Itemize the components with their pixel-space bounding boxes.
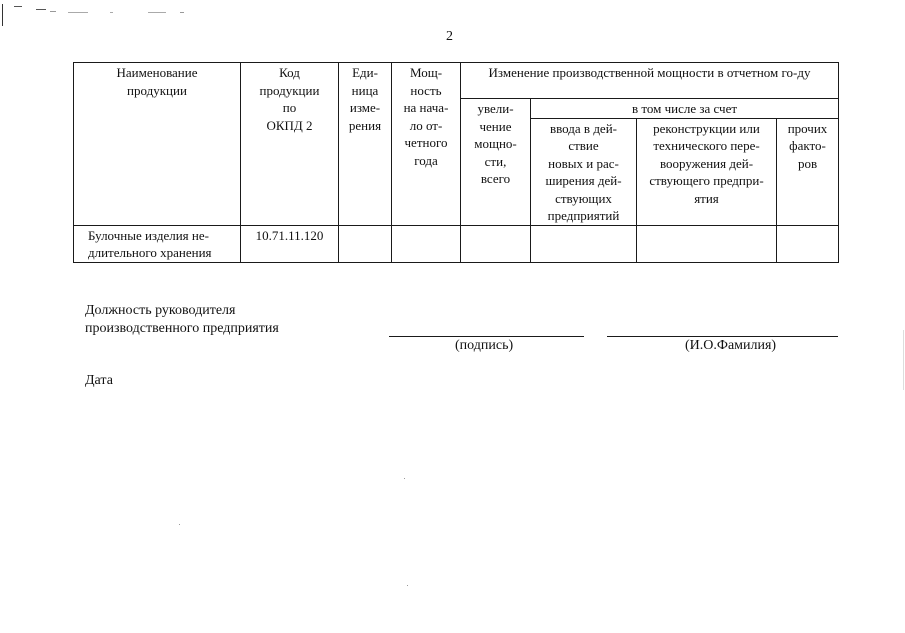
header-line: ность bbox=[410, 82, 442, 98]
header-line: Код bbox=[279, 65, 300, 80]
cell-reconstruction[interactable] bbox=[637, 225, 777, 262]
cell-line: Булочные изделия не- bbox=[88, 227, 209, 243]
header-line: четного bbox=[404, 135, 448, 150]
header-line: ствующего предпри- bbox=[649, 173, 764, 188]
header-line: всего bbox=[480, 171, 511, 186]
header-line: продукции bbox=[259, 82, 320, 98]
header-line: ствующих bbox=[555, 190, 612, 206]
scan-dot bbox=[903, 330, 904, 390]
cell-commissioning[interactable] bbox=[531, 225, 637, 262]
page-number: 2 bbox=[446, 29, 453, 44]
scan-artifact bbox=[148, 12, 166, 13]
header-increase-total bbox=[461, 99, 531, 226]
scan-artifact bbox=[36, 9, 46, 10]
cell-line: длительного хранения bbox=[88, 245, 212, 260]
name-line[interactable] bbox=[607, 336, 838, 337]
header-line: технического пере- bbox=[653, 138, 760, 153]
header-unit bbox=[339, 63, 392, 226]
header-product-code bbox=[241, 63, 339, 226]
name-caption: (И.О.Фамилия) bbox=[685, 338, 777, 353]
header-line: прочих bbox=[787, 120, 828, 136]
scan-artifact-edge bbox=[2, 4, 3, 26]
header-line: новых и рас- bbox=[548, 155, 619, 171]
header-line: Еди- bbox=[352, 65, 378, 80]
header-line: чение bbox=[479, 118, 512, 134]
header-line: сти, bbox=[484, 153, 507, 169]
header-line: ввода в дей- bbox=[549, 120, 617, 136]
header-line: реконструкции или bbox=[653, 120, 760, 136]
header-line: рения bbox=[348, 117, 382, 133]
header-line: ОКПД 2 bbox=[266, 117, 313, 133]
scan-artifact bbox=[180, 12, 184, 13]
scan-artifact bbox=[14, 6, 22, 7]
header-line: вооружения дей- bbox=[659, 155, 754, 171]
header-line: факто- bbox=[789, 138, 826, 153]
header-line: ло от- bbox=[409, 117, 443, 133]
header-line: на нача- bbox=[403, 100, 449, 115]
cell-increase-total[interactable] bbox=[461, 225, 531, 262]
signature-caption: (подпись) bbox=[455, 338, 514, 353]
cell-other-factors[interactable] bbox=[777, 225, 839, 262]
production-capacity-table bbox=[73, 62, 839, 263]
header-capacity-change bbox=[461, 63, 839, 99]
position-label bbox=[85, 302, 279, 338]
header-commissioning bbox=[531, 118, 637, 225]
scan-artifact bbox=[110, 12, 113, 13]
header-including: в том числе за счет bbox=[531, 99, 839, 119]
scan-dot bbox=[179, 524, 180, 525]
scan-dot bbox=[407, 585, 408, 586]
cell-capacity-start[interactable] bbox=[392, 225, 461, 262]
header-line: предприятий bbox=[547, 208, 620, 223]
header-capacity-start bbox=[392, 63, 461, 226]
header-line: увели- bbox=[477, 101, 514, 116]
position-line: производственного предприятия bbox=[85, 321, 279, 336]
header-product-name bbox=[74, 63, 241, 226]
cell-product-name bbox=[74, 225, 241, 262]
header-line: изме- bbox=[349, 100, 381, 115]
header-line: по bbox=[282, 100, 297, 115]
header-other-factors bbox=[777, 118, 839, 225]
cell-unit[interactable] bbox=[339, 225, 392, 262]
scan-artifact bbox=[50, 11, 56, 12]
date-label: Дата bbox=[85, 373, 113, 388]
signature-line[interactable] bbox=[389, 336, 584, 337]
header-line: ширения дей- bbox=[545, 173, 622, 188]
header-line: ствие bbox=[568, 138, 599, 153]
header-line: ница bbox=[351, 82, 379, 98]
header-line: Мощ- bbox=[409, 65, 443, 80]
position-line: Должность руководителя bbox=[85, 303, 236, 318]
scan-dot bbox=[404, 478, 405, 479]
header-capacity-change-title: Изменение производственной мощности в отчетном го-ду bbox=[488, 65, 811, 80]
header-product-name-line: Наименование продукции bbox=[116, 65, 198, 98]
scan-artifact bbox=[68, 12, 88, 13]
header-reconstruction bbox=[637, 118, 777, 225]
header-line: ров bbox=[797, 155, 818, 171]
table-row bbox=[74, 225, 839, 262]
header-line: ятия bbox=[694, 190, 719, 206]
header-line: года bbox=[414, 152, 438, 168]
header-line: мощно- bbox=[474, 136, 517, 151]
cell-product-code: 10.71.11.120 bbox=[241, 225, 339, 262]
